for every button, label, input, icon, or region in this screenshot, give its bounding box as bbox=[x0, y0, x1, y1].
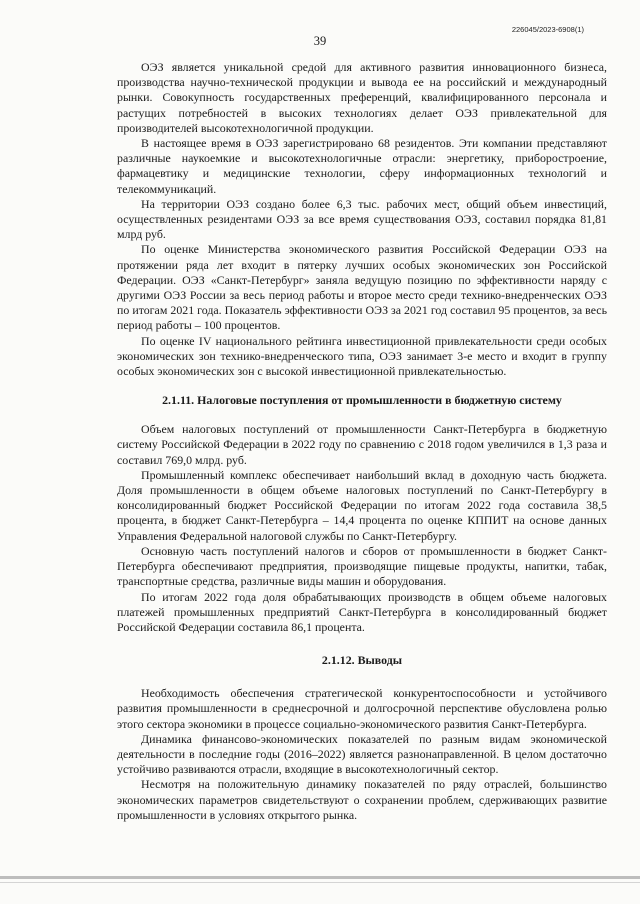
paragraph: На территории ОЭЗ создано более 6,3 тыс. рабочих мест, общий объем инвестиций, осуществленных резидентами ОЭЗ за все время существования ОЭЗ, составил порядка 81,81 млрд руб. bbox=[117, 196, 607, 242]
paragraph: По итогам 2022 года доля обрабатывающих производств в общем объеме налоговых платежей промышленных предприятий Санкт-Петербурга в консолидированный бюджет Российской Федерации составила 86,1 процента. bbox=[117, 589, 607, 634]
section-heading-tax-revenue: 2.1.11. Налоговые поступления от промышленности в бюджетную систему bbox=[162, 393, 562, 408]
paragraph: Несмотря на положительную динамику показателей по ряду отраслей, большинство экономических параметров свидетельствуют о сохранении проблем, сдерживающих развитие промышленности в условиях открытого рынка. bbox=[117, 777, 607, 822]
section-heading-conclusions: 2.1.12. Выводы bbox=[321, 653, 403, 668]
paragraph: Необходимость обеспечения стратегической конкурентоспособности и устойчивого развития промышленности в среднесрочной и долгосрочной перспективе обусловлена ролью этого сектора экономики в процессе социально-экономического развития Санкт-Петербурга. bbox=[117, 686, 607, 731]
paragraph: Объем налоговых поступлений от промышленности Санкт-Петербурга в бюджетную систему Российской Федерации в 2022 году по сравнению с 2018 годом увеличился в 1,3 раза и составил 769,0 млрд. руб. bbox=[117, 422, 607, 467]
paragraph: По оценке IV национального рейтинга инвестиционной привлекательности среди особых экономических зон технико-внедренческого типа, ОЭЗ занимает 3-е место и входит в группу особых экономических зон с высокой инвестиционной привлекательностью. bbox=[117, 333, 607, 379]
page-number: 39 bbox=[313, 34, 327, 48]
paragraph: Динамика финансово-экономических показателей по разным видам экономической деятельности в последние годы (2016–2022) является разнонаправленной. В целом достаточно устойчиво развиваются отрасли, входящие в высокотехнологичный сектор. bbox=[117, 731, 607, 777]
scan-edge-line bbox=[0, 876, 640, 879]
paragraph: Основную часть поступлений налогов и сборов от промышленности в бюджет Санкт-Петербурга обеспечивают предприятия, производящие пищевые продукты, напитки, табак, транспортные средства, различные виды машин и оборудования. bbox=[117, 543, 607, 589]
document-body bbox=[117, 60, 607, 823]
paragraph: По оценке Министерства экономического развития Российской Федерации ОЭЗ на протяжении ряда лет входит в пятерку лучших особых экономических зон Российской Федерации. ОЭЗ «Санкт-Петербург» заняла ведущую позицию по эффективности наряду с другими ОЭЗ России за весь период работы и второе место среди технико-внедренческих ОЭЗ по итогам 2021 года. Показатель эффективности ОЭЗ за 2021 год составил 95 процентов, за весь период работы – 100 процентов. bbox=[117, 242, 607, 333]
paragraph: ОЭЗ является уникальной средой для активного развития инновационного бизнеса, производства научно-технической продукции и вывода ее на российский и международный рынки. Совокупность государственных преференций, квалифицированного персонала и растущих потребностей в высоких технологиях делает ОЭЗ привлекательной для производителей высокотехнологичной продукции. bbox=[117, 60, 607, 135]
document-number: 226045/2023-6908(1) bbox=[511, 25, 584, 34]
scan-edge-line bbox=[0, 882, 640, 883]
paragraph: В настоящее время в ОЭЗ зарегистрировано 68 резидентов. Эти компании представляют различные наукоемкие и высокотехнологичные отрасли: энергетику, приборостроение, фармацевтику и медицинские технологии, сферу информационных технологий и телекоммуникаций. bbox=[117, 136, 607, 196]
paragraph: Промышленный комплекс обеспечивает наибольший вклад в доходную часть бюджета. Доля промышленности в общем объеме налоговых поступлений по Санкт-Петербургу в консолидированный бюджет Российской Федерации по итогам 2022 года составила 38,5 процента, в бюджет Санкт-Петербурга – 14,4 процента по оценке КППИТ на основе данных Управления Федеральной налоговой службы по Санкт-Петербургу. bbox=[117, 467, 607, 543]
